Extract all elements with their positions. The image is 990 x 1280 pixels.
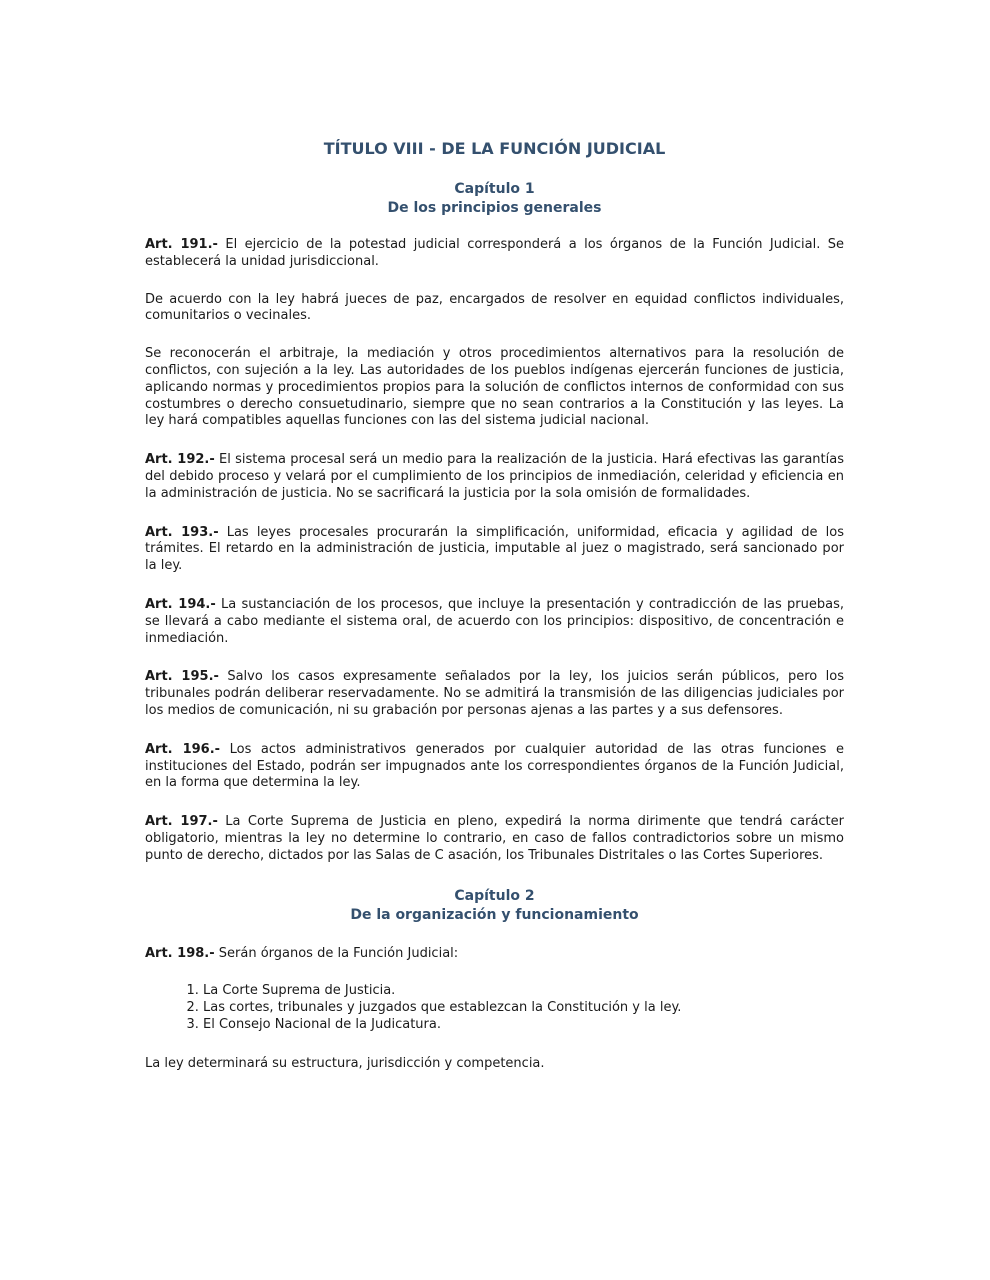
article-194-text: La sustanciación de los procesos, que incluye la presentación y contradicción de las pruebas, se llevará a cabo mediante el sistema oral, de acuerdo con los principios: dispositivo, de concentración e inmediación. (145, 596, 844, 646)
article-196-label: Art. 196.- (145, 741, 221, 757)
chapter-1-name: De los principios generales (387, 200, 602, 216)
article-192-text: El sistema procesal será un medio para la realización de la justicia. Hará efectivas las garantías del debido proceso y velará por el cumplimiento de los principios de inmediación, celeridad y eficiencia en la administración de justicia. No se sacrificará la justicia por la sola omisión de formalidades. (145, 452, 844, 501)
article-195 (145, 669, 844, 719)
list-item: 2. Las cortes, tribunales y juzgados que establezcan la Constitución y la ley. (203, 1000, 844, 1017)
article-195-label: Art. 195.- (145, 669, 219, 685)
chapter-2-heading (145, 887, 844, 925)
article-196 (145, 742, 844, 792)
list-item: 1. La Corte Suprema de Justicia. (203, 983, 844, 1000)
chapter-1-number: Capítulo 1 (454, 181, 535, 197)
article-192 (145, 452, 844, 502)
article-196-text: Los actos administrativos generados por cualquier autoridad de las otras funciones e instituciones del Estado, podrán ser impugnados ante los correspondientes órganos de la Función Judicial, en la forma que determina la ley. (145, 741, 844, 791)
organs-list (145, 983, 844, 1033)
article-191 (145, 237, 844, 271)
article-191-text: El ejercicio de la potestad judicial corresponderá a los órganos de la Función Judicial. Se establecerá la unidad jurisdiccional. (145, 237, 845, 269)
article-198-text: Serán órganos de la Función Judicial: (214, 945, 459, 961)
document-page (145, 138, 844, 1095)
chapter-2-name: De la organización y funcionamiento (350, 906, 639, 923)
article-193-label: Art. 193.- (145, 524, 219, 540)
article-198 (145, 946, 844, 963)
chapter-1-heading (145, 180, 844, 218)
article-197-label: Art. 197.- (145, 814, 218, 830)
chapter-2-number: Capítulo 2 (454, 887, 535, 904)
paragraph-final: La ley determinará su estructura, jurisdicción y competencia. (145, 1055, 545, 1071)
list-item: 3. El Consejo Nacional de la Judicatura. (203, 1017, 844, 1034)
article-197-text: La Corte Suprema de Justicia en pleno, expedirá la norma dirimente que tendrá carácter obligatorio, mientras la ley no determine lo contrario, en caso de fallos contradictorios sobre un mismo punto de derecho, dictados por las Salas de C asación, los Tribunales Distritales o las Cortes Superiores. (145, 814, 845, 863)
article-193 (145, 525, 844, 575)
document-title: TÍTULO VIII - DE LA FUNCIÓN JUDICIAL (323, 139, 666, 158)
article-194-label: Art. 194.- (145, 596, 216, 612)
article-197 (145, 814, 844, 864)
article-198-label: Art. 198.- (145, 945, 215, 961)
paragraph-arbitraje: Se reconocerán el arbitraje, la mediación y otros procedimientos alternativos para la resolución de conflictos, con sujeción a la ley. Las autoridades de los pueblos indígenas ejercerán funciones de justicia, aplicando normas y procedimientos propios para la solución de conflictos internos de conformidad con sus costumbres o derecho consuetudinario, siempre que no sean contrarios a la Constitución y las leyes. La ley hará compatibles aquellas funciones con las del sistema judicial nacional. (145, 346, 844, 429)
article-191-label: Art. 191.- (145, 237, 218, 252)
article-194 (145, 597, 844, 647)
article-195-text: Salvo los casos expresamente señalados por la ley, los juicios serán públicos, pero los tribunales podrán deliberar reservadamente. No se admitirá la transmisión de las diligencias judiciales por los medios de comunicación, ni su grabación por personas ajenas a las partes y a sus defensores. (145, 669, 845, 718)
article-193-text: Las leyes procesales procurarán la simplificación, uniformidad, eficacia y agilidad de los trámites. El retardo en la administración de justicia, imputable al juez o magistrado, será sancionado por la ley. (145, 524, 845, 574)
article-192-label: Art. 192.- (145, 452, 215, 468)
paragraph-jueces-de-paz: De acuerdo con la ley habrá jueces de paz, encargados de resolver en equidad conflictos individuales, comunitarios o vecinales. (145, 291, 844, 324)
